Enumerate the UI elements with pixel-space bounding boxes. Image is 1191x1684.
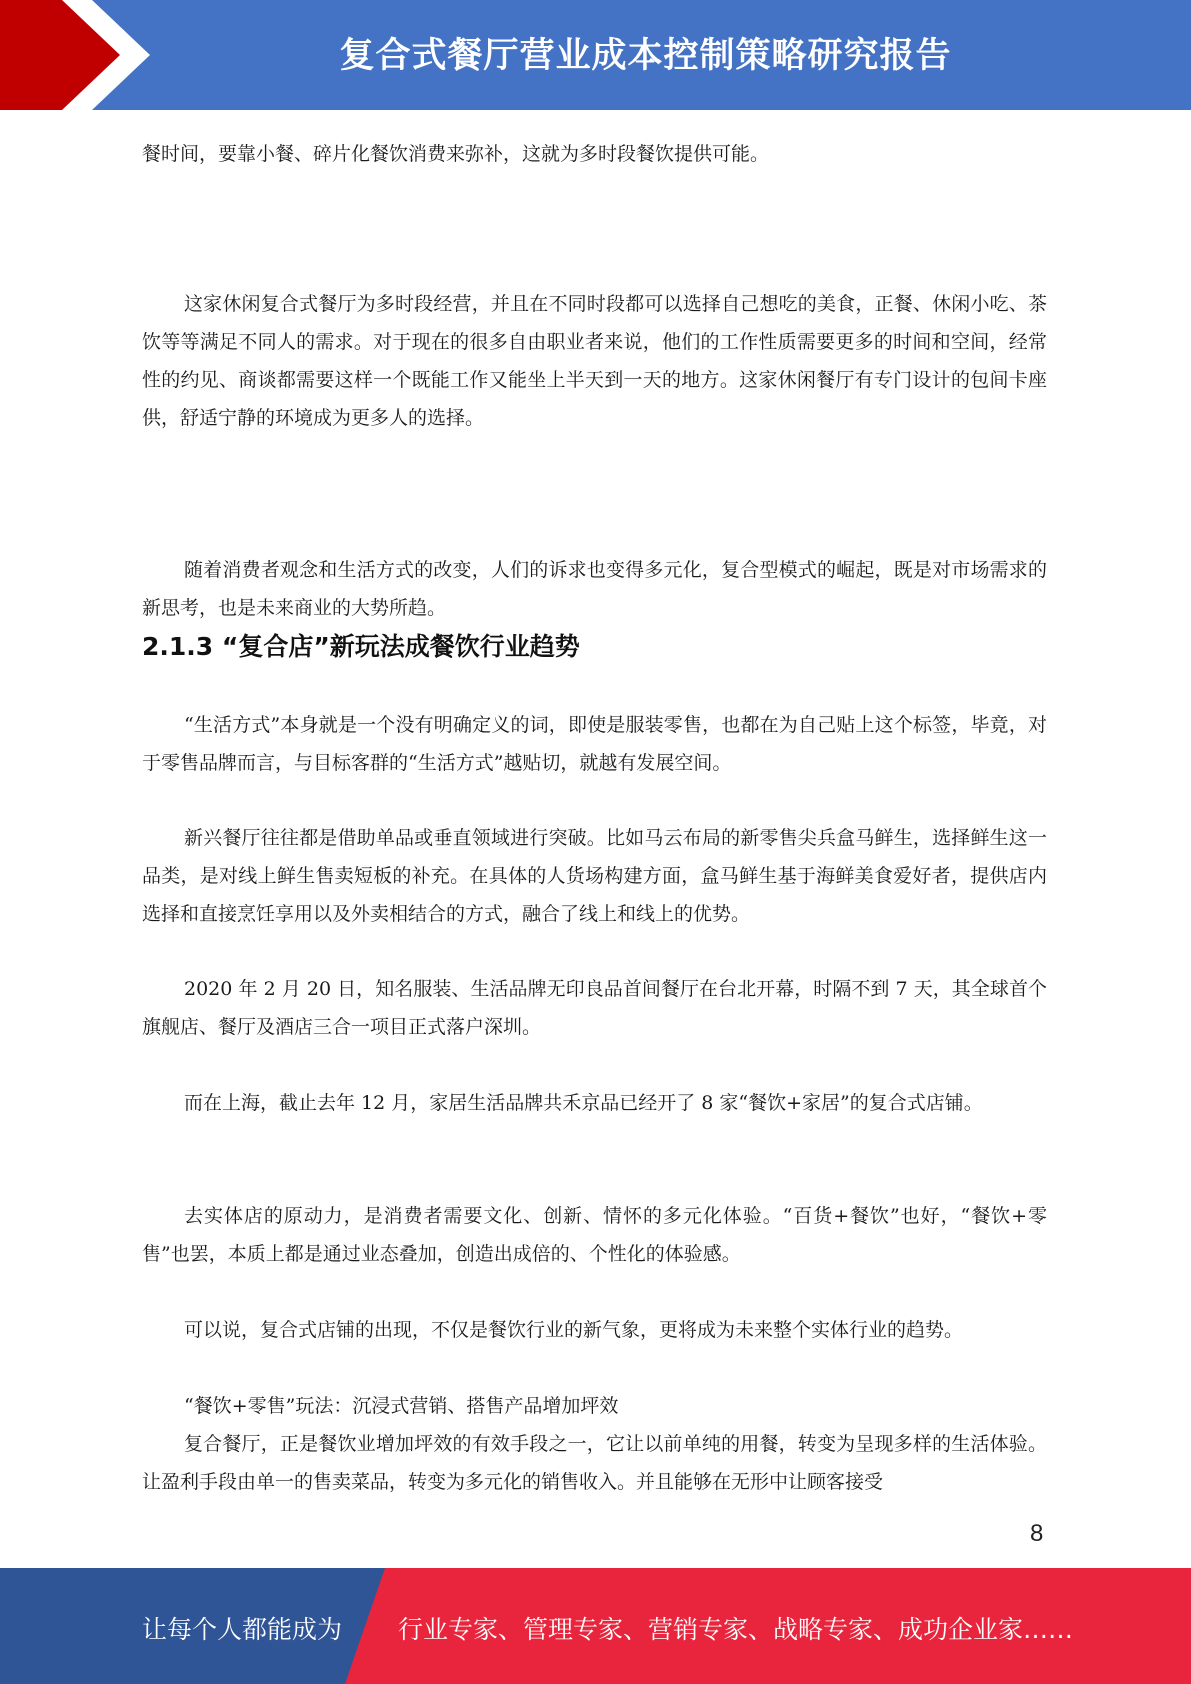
section-heading: 2.1.3 “复合店”新玩法成餐饮行业趋势 bbox=[142, 632, 580, 661]
footer-slogan-left: 让每个人都能成为 bbox=[142, 1615, 343, 1644]
paragraph: 可以说，复合式店铺的出现，不仅是餐饮行业的新气象，更将成为未来整个实体行业的趋势。 bbox=[184, 1319, 964, 1341]
page-number: 8 bbox=[1030, 1520, 1044, 1547]
paragraph: 而在上海，截止去年 12 月，家居生活品牌共禾京品已经开了 8 家“餐饮+家居”的复合式店铺。 bbox=[184, 1092, 983, 1114]
paragraph: 去实体店的原动力，是消费者需要文化、创新、情怀的多元化体验。“百货+餐饮”也好，“餐饮+零售”也罢，本质上都是通过业态叠加，创造出成倍的、个性化的体验感。 bbox=[142, 1205, 1047, 1265]
footer-slogan-right: 行业专家、管理专家、营销专家、战略专家、成功企业家…… bbox=[398, 1615, 1074, 1644]
paragraph: “餐饮+零售”玩法：沉浸式营销、搭售产品增加坪效 bbox=[184, 1395, 619, 1417]
paragraph: 这家休闲复合式餐厅为多时段经营，并且在不同时段都可以选择自己想吃的美食，正餐、休闲小吃、茶饮等等满足不同人的需求。对于现在的很多自由职业者来说，他们的工作性质需要更多的时间和空间，经常性的约见、商谈都需要这样一个既能工作又能坐上半天到一天的地方。这家休闲餐厅有专门设计的包间卡座供，舒适宁静的环境成为更多人的选择。 bbox=[142, 293, 1047, 429]
page-footer bbox=[0, 1568, 1191, 1684]
paragraph: 新兴餐厅往往都是借助单品或垂直领域进行突破。比如马云布局的新零售尖兵盒马鲜生，选择鲜生这一品类，是对线上鲜生售卖短板的补充。在具体的人货场构建方面，盒马鲜生基于海鲜美食爱好者，提供店内选择和直接烹饪享用以及外卖相结合的方式，融合了线上和线上的优势。 bbox=[142, 827, 1047, 925]
paragraph: 2020 年 2 月 20 日，知名服装、生活品牌无印良品首间餐厅在台北开幕，时隔不到 7 天，其全球首个旗舰店、餐厅及酒店三合一项目正式落户深圳。 bbox=[142, 978, 1047, 1038]
paragraph: “生活方式”本身就是一个没有明确定义的词，即使是服装零售，也都在为自己贴上这个标签，毕竟，对于零售品牌而言，与目标客群的“生活方式”越贴切，就越有发展空间。 bbox=[142, 714, 1047, 774]
report-title: 复合式餐厅营业成本控制策略研究报告 bbox=[339, 36, 952, 76]
page-header bbox=[0, 0, 1191, 110]
paragraph: 复合餐厅，正是餐饮业增加坪效的有效手段之一，它让以前单纯的用餐，转变为呈现多样的生活体验。让盈利手段由单一的售卖菜品，转变为多元化的销售收入。并且能够在无形中让顾客接受 bbox=[142, 1433, 1047, 1493]
paragraph: 随着消费者观念和生活方式的改变，人们的诉求也变得多元化，复合型模式的崛起，既是对市场需求的新思考，也是未来商业的大势所趋。 bbox=[142, 559, 1047, 619]
paragraph: 餐时间，要靠小餐、碎片化餐饮消费来弥补，这就为多时段餐饮提供可能。 bbox=[142, 143, 770, 165]
